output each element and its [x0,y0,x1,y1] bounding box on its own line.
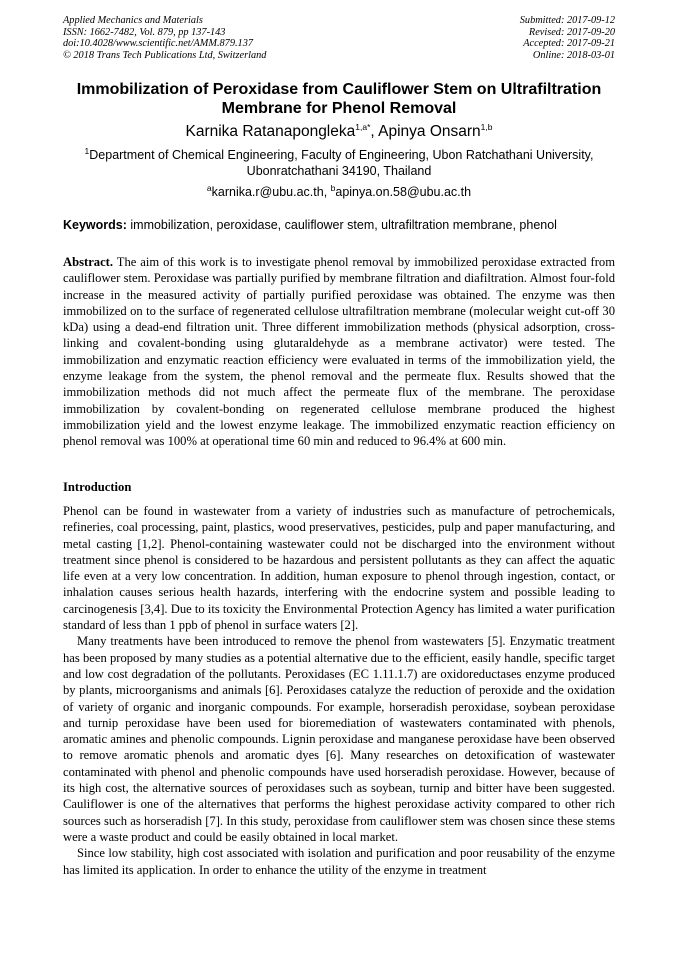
author-1-sup: 1,a* [355,121,371,132]
paragraph: Many treatments have been introduced to remove the phenol from wastewaters [5]. Enzymatic treatment has been proposed by many studies as a potential alternative due to the efficient, easily handle, specific target and low cost degradation of the pollutants. Peroxidases (EC 1.11.1.7) are oxidoreductases enzyme produced by plants, microorganisms and animals [6]. Peroxidases catalyze the reduction of peroxide and the oxidation of variety of organic and inorganic compounds. For example, horseradish peroxidase, soybean peroxidase and turnip peroxidase have been used for bioremediation of wastewaters contaminated with phenols, aromatic amines and phenolic compounds. Lignin peroxidase and manganese peroxidase have been observed to remove aromatic phenols and aromatic dyes [6]. Many researches on detoxification of wastewater contaminated with phenol and phenolic compounds have used horseradish peroxidase. However, because of its high cost, the alternative sources of peroxidases such as soybean, turnip and bitter have been suggested. Cauliflower is one of the alternatives that performs the highest peroxidase activity compared to other rich sources such as horseradish [7]. In this study, peroxidase from cauliflower stem was chosen since these stems were a waste product and could be easily obtained in local market. [63,634,615,844]
emails [63,182,615,199]
journal-name: Applied Mechanics and Materials [63,15,203,26]
section-heading: Introduction [63,480,132,494]
affiliation [63,145,615,179]
author-2-sup: 1,b [480,121,493,132]
keywords-label: Keywords: [63,218,127,232]
email-a-sup: a [206,182,212,193]
keywords [63,218,615,232]
abstract-label: Abstract. [63,255,114,269]
author-1: Karnika Ratanapongleka [185,123,356,140]
affil-line-1: Department of Chemical Engineering, Faculty of Engineering, Ubon Ratchathani University, [89,148,594,162]
dates-info [520,15,615,61]
affil-sup: 1 [84,145,90,156]
email-b-sup: b [330,182,336,193]
copyright: © 2018 Trans Tech Publications Ltd, Switzerland [63,49,267,61]
affil-line-2: Ubonratchathani 34190, Thailand [246,163,432,178]
paragraph: Phenol can be found in wastewater from a variety of industries such as manufacture of petrochemicals, refineries, coal processing, paint, plastics, wood preservatives, pesticides, pulp and paper manufacturing, and metal casting [1,2]. Phenol-containing wastewater could not be discharged into the environment without treatment since phenol is considered to be hazardous and persistent pollutants as they can affect the aquatic life even at a very low concentration. In addition, human exposure to phenol through ingestion, contact, or inhalation causes serious health hazards, interfering with the endocrine system and possible leading to carcinogenesis [3,4]. Due to its toxicity the Environmental Protection Agency has limited a water purification standard of less than 1 ppb of phenol in surface waters [2]. [63,504,615,633]
accepted-date: Accepted: 2017-09-21 [523,38,615,49]
authors [63,123,615,141]
journal-info [63,15,266,61]
revised-date: Revised: 2017-09-20 [528,26,615,38]
paragraph: Since low stability, high cost associated with isolation and purification and poor reusability of the enzyme has limited its application. In order to enhance the utility of the enzyme in treatment [63,846,615,877]
online-date: Online: 2018-03-01 [532,49,615,61]
abstract-text: The aim of this work is to investigate phenol removal by immobilized peroxidase extracted from cauliflower stem. Peroxidase was partially purified by membrane filtration and diafiltration. Almost four-fold increase in the measured activity of partially purified peroxidase was obtained. The enzyme was then immobilized on to the surface of regenerated cellulose ultrafiltration membrane (molecular weight cut-off 30 kDa) using a dead-end filtration unit. Three different immobilization methods (physical adsorption, cross-linking and covalent-bonding using glutaraldehyde as a membrane activator) were tested. The immobilization and enzymatic reaction efficiency were evaluated in terms of the immobilization yield, the enzyme leakage from the system, the phenol removal and the permeate flux. Results showed that the immobilization methods did not much affect the permeate flux of the membrane. The peroxidase immobilization by covalent-bonding on regenerated cellulose membrane produced the highest immobilization yield and the lowest enzyme leakage. The immobilized enzymatic reaction efficiency on phenol removal was 100% at operational time 60 min and reduced to 96.4% at 600 min. [63,255,615,449]
email-a: karnika.r@ubu.ac.th, [211,185,331,199]
issn: ISSN: 1662-7482, Vol. 879, pp 137-143 [63,26,226,38]
submitted-date: Submitted: 2017-09-12 [519,15,615,26]
author-sep: , [370,123,379,140]
email-b: apinya.on.58@ubu.ac.th [335,185,472,199]
author-2: Apinya Onsarn [378,123,481,140]
doi: doi:10.4028/www.scientific.net/AMM.879.137 [63,38,253,49]
abstract [63,254,615,450]
paper-title: Immobilization of Peroxidase from Cauliflower Stem on Ultrafiltration Membrane for Phenol Removal [76,81,602,117]
introduction-body [63,503,615,878]
keywords-text: immobilization, peroxidase, cauliflower stem, ultrafiltration membrane, phenol [126,218,557,232]
